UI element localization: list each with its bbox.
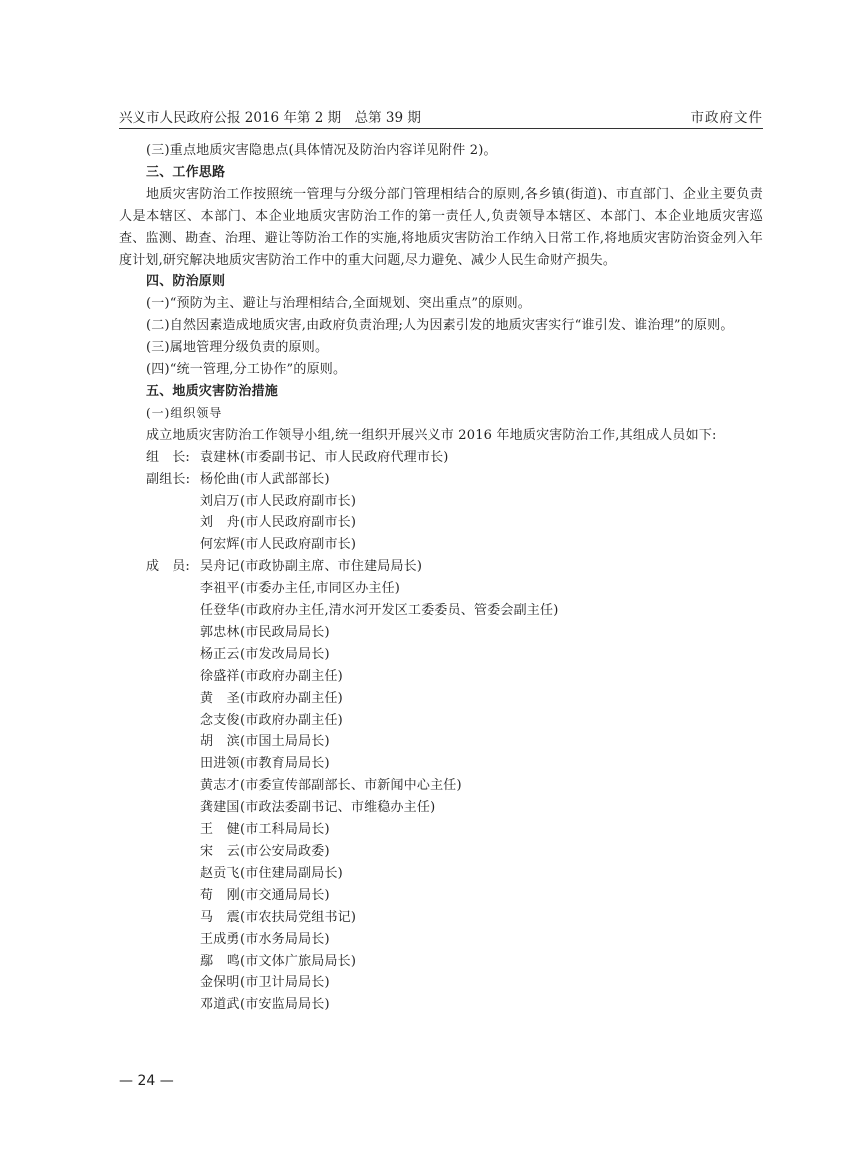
roster-person	[200, 972, 330, 994]
paragraph-work-approach: 地质灾害防治工作按照统一管理与分级分部门管理相结合的原则,各乡镇(街道)、市直部门、企业主要负责人是本辖区、本部门、本企业地质灾害防治工作的第一责任人,负责领导本辖区、本部门、本企业地质灾害巡查、监测、勘查、治理、避让等防治工作的实施,将地质灾害防治工作纳入日常工作,将地质灾害防治资金列入年度计划,研究解决地质灾害防治工作中的重大问题,尽力避免、减少人民生命财产损失。	[119, 186, 763, 268]
person-name: 王成勇	[200, 931, 240, 947]
person-name: 李祖平	[200, 581, 240, 597]
paragraph-leading-group: 成立地质灾害防治工作领导小组,统一组织开展兴义市 2016 年地质灾害防治工作,其组成人员如下:	[146, 427, 717, 443]
roster-row	[146, 710, 763, 732]
person-title: (市教育局局长)	[240, 756, 330, 772]
roster-role	[146, 710, 200, 732]
roster-row	[146, 929, 763, 951]
person-title: (市政府办主任,清水河开发区工委委员、管委会副主任)	[240, 603, 559, 619]
person-name	[200, 512, 240, 534]
roster-person	[200, 907, 356, 929]
person-name	[200, 688, 240, 710]
roster-row	[146, 512, 763, 534]
roster-person	[200, 841, 330, 863]
roster-row	[146, 753, 763, 775]
roster-row	[146, 994, 763, 1016]
subheading-organization: (一)组织领导	[146, 405, 223, 420]
roster-role	[146, 556, 190, 578]
roster-row	[146, 688, 763, 710]
person-name-char: 刚	[226, 887, 240, 903]
principle-3: (三)属地管理分级负责的原则。	[146, 340, 329, 356]
header-section: 市政府文件	[690, 110, 763, 126]
roster-row	[146, 841, 763, 863]
person-name-char: 震	[226, 909, 240, 925]
person-name: 龚建国	[200, 800, 240, 816]
roster-role	[146, 929, 200, 951]
roster-role	[146, 666, 200, 688]
roster-person	[200, 666, 343, 688]
person-title: (市公安局政委)	[240, 844, 330, 859]
roster-role	[146, 841, 200, 863]
heading-principles: 四、防治原则	[146, 274, 226, 290]
principle-4: (四)“统一管理,分工协作”的原则。	[146, 362, 347, 378]
roster-role-part: 长:	[172, 449, 190, 465]
person-name	[200, 885, 240, 907]
person-name-char: 滨	[226, 734, 240, 750]
roster-row	[146, 731, 763, 753]
roster-role	[146, 491, 200, 513]
person-name: 邓道武	[200, 997, 240, 1013]
roster-role	[146, 578, 200, 600]
person-title: (市人民政府副市长)	[240, 537, 357, 553]
person-title: (市人武部部长)	[240, 471, 330, 487]
roster-person	[200, 775, 462, 797]
person-title: (市安监局局长)	[240, 997, 330, 1013]
roster-person	[200, 929, 330, 951]
person-title: (市住建局副局长)	[240, 865, 343, 881]
roster-role-part: 组	[146, 449, 160, 465]
roster-person	[200, 753, 330, 775]
roster-row	[146, 556, 763, 578]
person-name: 杨伦曲	[200, 471, 240, 487]
principle-1: (一)“预防为主、避让与治理相结合,全面规划、突出重点”的原则。	[146, 296, 531, 312]
person-name: 吴舟记	[200, 559, 240, 575]
roster-person	[200, 447, 449, 469]
roster-role	[146, 731, 200, 753]
heading-work-approach: 三、工作思路	[146, 164, 226, 180]
header-publication: 兴义市人民政府公报 2016 年第 2 期 总第 39 期	[119, 110, 421, 126]
roster-row	[146, 819, 763, 841]
roster-row	[146, 600, 763, 622]
person-name	[200, 841, 240, 863]
roster-role	[146, 907, 200, 929]
person-name	[200, 951, 240, 973]
roster-role	[146, 622, 200, 644]
roster-row	[146, 775, 763, 797]
person-name: 徐盛祥	[200, 668, 240, 684]
roster-role	[146, 644, 200, 666]
roster-role: 副组长:	[146, 471, 191, 487]
person-name	[200, 819, 240, 841]
roster-person	[200, 578, 400, 600]
roster-role-part: 员:	[172, 559, 190, 575]
person-name-char: 云	[226, 844, 240, 859]
roster-person	[200, 534, 356, 556]
person-title: (市人民政府副市长)	[240, 515, 357, 531]
person-name: 袁建林	[200, 449, 240, 465]
document-body	[119, 140, 763, 1016]
heading-measures: 五、地质灾害防治措施	[146, 383, 279, 399]
roster-row	[146, 885, 763, 907]
roster-role	[146, 512, 200, 534]
roster-row	[146, 447, 763, 469]
roster-row	[146, 644, 763, 666]
person-name-char: 鄢	[200, 953, 214, 969]
roster-role	[146, 863, 200, 885]
person-title: (市人民政府副市长)	[240, 493, 357, 509]
person-name: 杨正云	[200, 646, 240, 662]
page-header	[119, 104, 763, 129]
person-title: (市委宣传部副部长、市新闻中心主任)	[240, 778, 462, 794]
roster-role	[146, 775, 200, 797]
person-name-char: 刘	[200, 515, 214, 531]
person-title: (市政协副主席、市住建局局长)	[240, 559, 423, 575]
person-title: (市工科局局长)	[240, 822, 330, 838]
person-name-char: 胡	[200, 734, 214, 750]
roster-role	[146, 688, 200, 710]
person-name-char: 马	[200, 909, 214, 925]
person-name	[200, 907, 240, 929]
roster-role	[146, 534, 200, 556]
person-name: 赵贡飞	[200, 865, 240, 881]
roster-row	[146, 972, 763, 994]
roster-person	[200, 994, 330, 1016]
roster-person	[200, 710, 343, 732]
roster-person	[200, 469, 330, 491]
person-name: 任登华	[200, 603, 240, 619]
roster-role	[146, 972, 200, 994]
person-title: (市交通局局长)	[240, 887, 330, 903]
roster-row	[146, 907, 763, 929]
person-title: (市委副书记、市人民政府代理市长)	[240, 449, 449, 465]
person-name-char: 鸣	[226, 953, 240, 969]
person-name: 郭忠林	[200, 624, 240, 640]
person-name-char: 王	[200, 822, 214, 838]
person-title: (市政府办副主任)	[240, 712, 343, 728]
roster-person	[200, 797, 435, 819]
roster-role-part: 成	[146, 559, 160, 575]
person-name: 刘启万	[200, 493, 240, 509]
roster-row	[146, 578, 763, 600]
roster-person	[200, 644, 330, 666]
roster-person	[200, 556, 422, 578]
person-title: (市农扶局党组书记)	[240, 909, 357, 925]
roster-person	[200, 819, 330, 841]
person-name-char: 黄	[200, 690, 214, 706]
roster-person	[200, 622, 330, 644]
person-name	[200, 731, 240, 753]
roster-person	[200, 885, 330, 907]
roster-person	[200, 951, 356, 973]
roster-person	[200, 731, 330, 753]
roster-role	[146, 885, 200, 907]
roster-role	[146, 951, 200, 973]
roster-role	[146, 819, 200, 841]
person-title: (市文体广旅局局长)	[240, 953, 357, 969]
person-title: (市政府办副主任)	[240, 690, 343, 706]
roster-role	[146, 994, 200, 1016]
person-title: (市委办主任,市同区办主任)	[240, 581, 401, 597]
roster-row	[146, 863, 763, 885]
person-title: (市国土局局长)	[240, 734, 330, 750]
person-title: (市民政局局长)	[240, 624, 330, 640]
person-title: (市卫计局局长)	[240, 975, 330, 991]
person-name-char: 舟	[226, 515, 240, 531]
roster-person	[200, 600, 558, 622]
roster-row	[146, 951, 763, 973]
person-title: (市政法委副书记、市维稳办主任)	[240, 800, 436, 816]
paragraph-key-points: (三)重点地质灾害隐患点(具体情况及防治内容详见附件 2)。	[146, 143, 497, 158]
roster-row	[146, 469, 763, 491]
person-name-char: 圣	[226, 690, 240, 706]
person-name: 田进领	[200, 756, 240, 772]
roster-row	[146, 797, 763, 819]
roster-role	[146, 447, 190, 469]
roster-person	[200, 491, 356, 513]
principle-2: (二)自然因素造成地质灾害,由政府负责治理;人为因素引发的地质灾害实行“谁引发、谁治理”的原则。	[146, 318, 734, 334]
roster-row	[146, 666, 763, 688]
roster-row	[146, 534, 763, 556]
roster-person	[200, 688, 343, 710]
person-name-char: 荀	[200, 887, 214, 903]
person-name-char: 健	[226, 822, 240, 838]
person-name-char: 宋	[200, 844, 214, 859]
person-name: 何宏辉	[200, 537, 240, 553]
roster-role	[146, 600, 200, 622]
roster-role	[146, 753, 200, 775]
roster-person	[200, 512, 356, 534]
roster-person	[200, 863, 343, 885]
roster-role	[146, 797, 200, 819]
roster-row	[146, 491, 763, 513]
person-title: (市政府办副主任)	[240, 668, 343, 684]
person-name: 念支俊	[200, 712, 240, 728]
person-title: (市发改局局长)	[240, 646, 330, 662]
person-title: (市水务局局长)	[240, 931, 330, 947]
person-name: 黄志才	[200, 778, 240, 794]
person-name: 金保明	[200, 975, 240, 991]
roster-row	[146, 622, 763, 644]
page-number: — 24 —	[119, 1073, 174, 1089]
leading-group-roster	[119, 447, 763, 1017]
